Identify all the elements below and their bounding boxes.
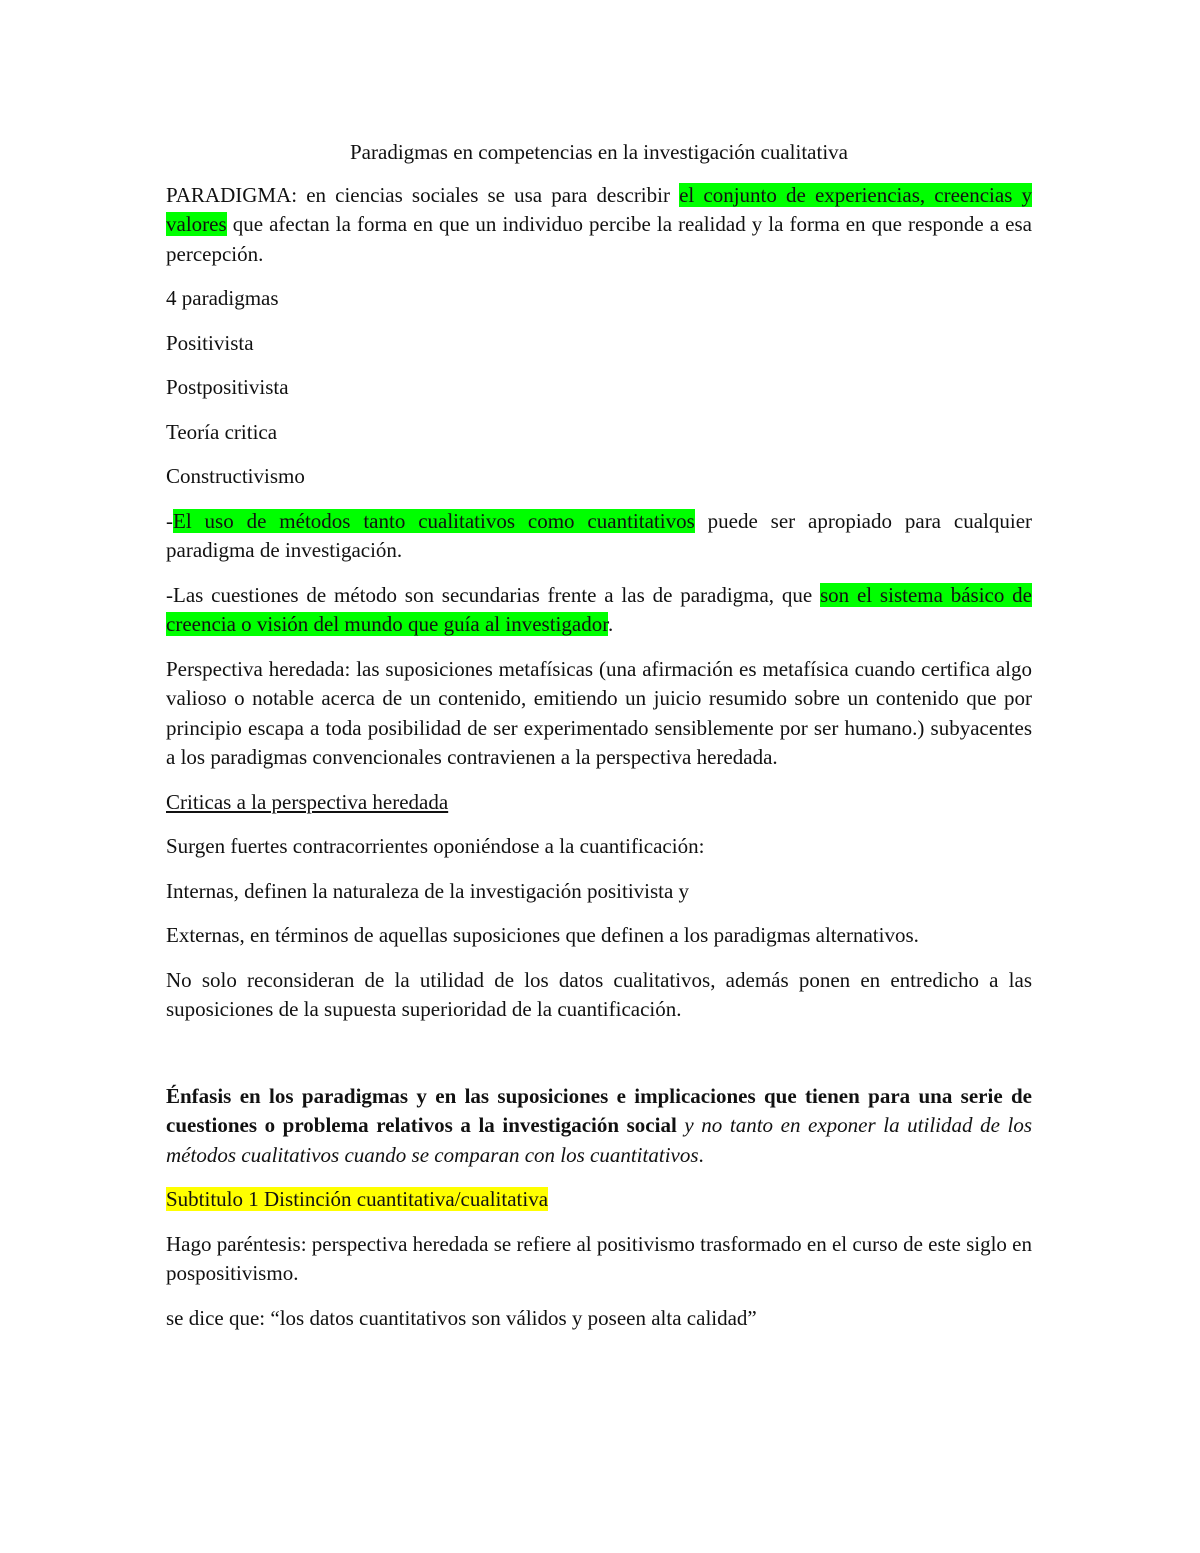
list-item: Constructivismo xyxy=(166,464,305,488)
inherited-perspective-paragraph: Perspectiva heredada: las suposiciones metafísicas (una afirmación es metafísica cuando certifica algo valioso o notable acerca de un contenido, emitiendo un juicio resumido sobre un contenido que por principio escapa a toda posibilidad de ser experimentado sensiblemente por ser humano.) subyacentes a los paradigmas convencionales contravienen a la perspectiva heredada. xyxy=(166,656,1032,769)
definition-tail: que afectan la forma en que un individuo percibe la realidad y la forma en que responde a esa percepción. xyxy=(166,212,1032,266)
questions-lead: -Las cuestiones de método son secundarias frente a las de paradigma, que xyxy=(166,582,820,607)
reconsider-paragraph: No solo reconsideran de la utilidad de los datos cualitativos, además ponen en entredicho a las suposiciones de la supuesta superioridad de la cuantificación. xyxy=(166,967,1032,1021)
list-item: Teoría critica xyxy=(166,419,278,444)
emphasis-paragraph xyxy=(166,1082,1032,1171)
emphasis-italic: y no tanto en exponer la utilidad de los métodos cualitativos cuando se comparan con los cuantitativos xyxy=(166,1113,1032,1167)
list-item: Positivista xyxy=(166,330,254,355)
document-page xyxy=(166,138,1032,1348)
subtitle-highlight: Subtitulo 1 Distinción cuantitativa/cualitativa xyxy=(166,1187,549,1211)
questions-highlight: son el sistema básico de creencia o visión del mundo que guía al investigador xyxy=(166,582,1032,636)
criticism-heading: Criticas a la perspectiva heredada xyxy=(166,789,449,814)
document-title: Paradigmas en competencias en la investigación cualitativa xyxy=(350,140,848,164)
list-heading: 4 paradigmas xyxy=(166,286,279,310)
methods-dash: - xyxy=(166,508,173,533)
internal-paragraph: Internas, definen la naturaleza de la investigación positivista y xyxy=(166,878,690,903)
counter-currents-paragraph: Surgen fuertes contracorrientes oponiéndose a la cuantificación: xyxy=(166,834,705,858)
methods-note xyxy=(166,507,1032,566)
parenthesis-paragraph: Hago paréntesis: perspectiva heredada se refiere al positivismo trasformado en el curso de este siglo en pospositivismo. xyxy=(166,1231,1032,1285)
external-paragraph: Externas, en términos de aquellas suposiciones que definen a los paradigmas alternativos. xyxy=(166,923,919,947)
paradigm-definition xyxy=(166,181,1032,270)
quote-paragraph: se dice que: “los datos cuantitativos son válidos y poseen alta calidad” xyxy=(166,1305,757,1330)
list-item: Postpositivista xyxy=(166,375,289,399)
definition-highlight: el conjunto de experiencias, creencias y valores xyxy=(166,182,1032,236)
definition-lead: PARADIGMA: en ciencias sociales se usa para describir xyxy=(166,182,680,207)
questions-note xyxy=(166,581,1032,640)
subtitle-paragraph xyxy=(166,1185,1032,1215)
methods-highlight: El uso de métodos tanto cualitativos como cuantitativos xyxy=(173,508,695,533)
questions-tail: . xyxy=(608,612,614,636)
emphasis-bold: Énfasis en los paradigmas y en las suposiciones e implicaciones que tienen para una serie de cuestiones o problema relativos a la investigación social xyxy=(166,1083,1032,1137)
methods-tail: puede ser apropiado para cualquier paradigma de investigación. xyxy=(166,508,1033,562)
emphasis-end: . xyxy=(698,1142,704,1167)
